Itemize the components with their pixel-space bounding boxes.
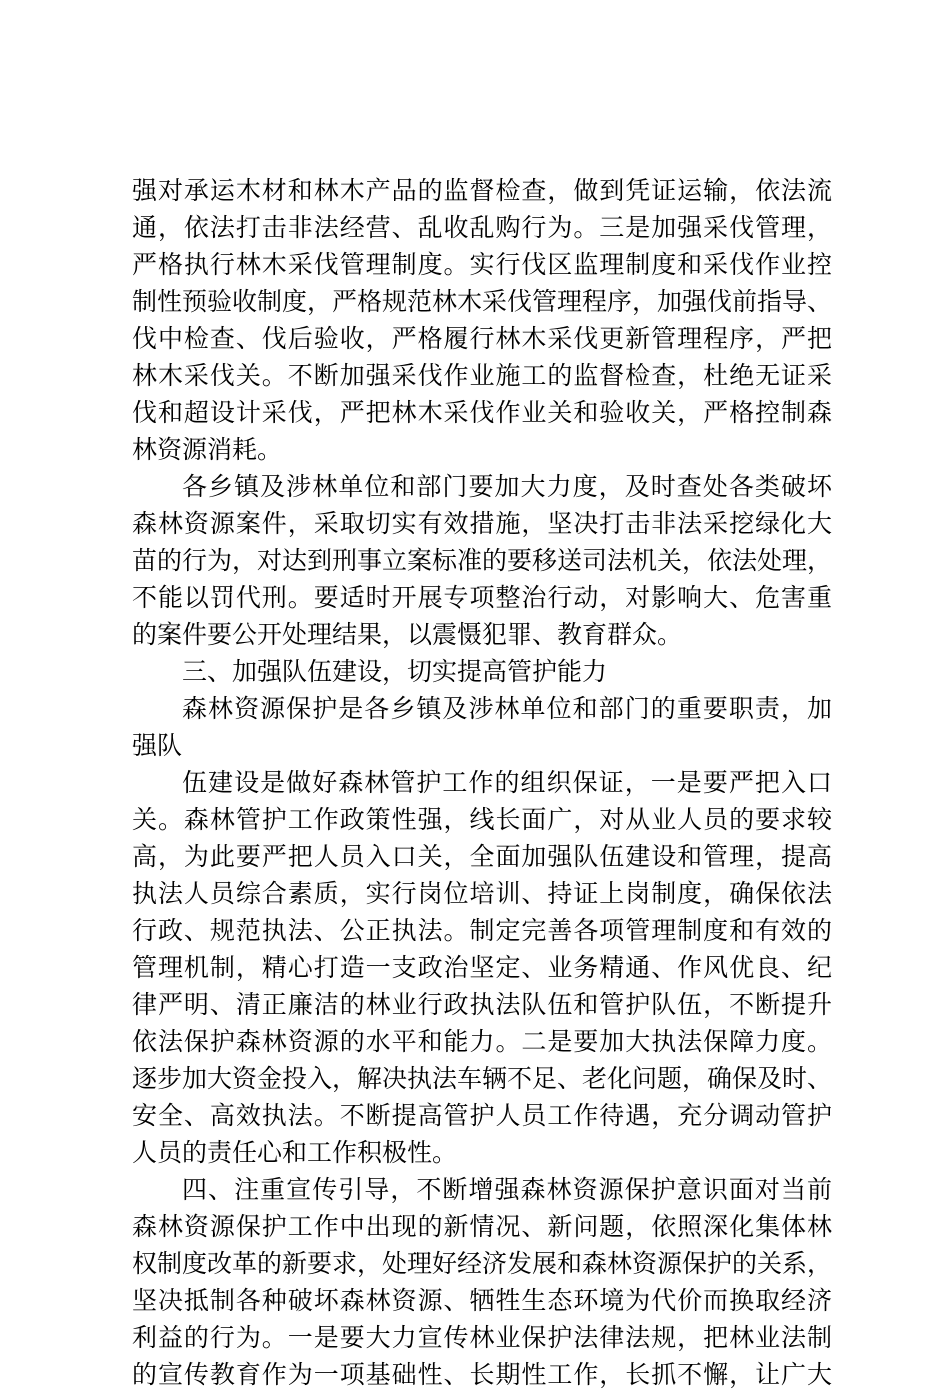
text-line: 人员的责任心和工作积极性。 <box>132 1138 458 1167</box>
text-line: 四、注重宣传引导，不断增强森林资源保护意识面对当前 <box>182 1175 832 1204</box>
text-line: 伍建设是做好森林管护工作的组织保证，一是要严把入口 <box>182 768 832 797</box>
text-line: 伐中检查、伐后验收，严格履行林木采伐更新管理程序，严把 <box>132 324 832 353</box>
text-line: 林木采伐关。不断加强采伐作业施工的监督检查，杜绝无证采 <box>132 361 832 390</box>
text-line: 行政、规范执法、公正执法。制定完善各项管理制度和有效的 <box>132 916 832 945</box>
text-line: 坚决抵制各种破坏森林资源、牺牲生态环境为代价而换取经济 <box>132 1286 832 1315</box>
text-line: 强对承运木材和林木产品的监督检查，做到凭证运输，依法流 <box>132 176 832 205</box>
text-line: 强队 <box>132 731 183 760</box>
text-line: 严格执行林木采伐管理制度。实行伐区监理制度和采伐作业控 <box>132 250 832 279</box>
document-body <box>132 172 832 1393</box>
text-line: 制性预验收制度，严格规范林木采伐管理程序，加强伐前指导、 <box>132 287 833 316</box>
text-line: 律严明、清正廉洁的林业行政执法队伍和管护队伍，不断提升 <box>132 990 832 1019</box>
text-line: 森林资源案件，采取切实有效措施，坚决打击非法采挖绿化大 <box>132 509 832 538</box>
text-line: 的宣传教育作为一项基础性、长期性工作，长抓不懈，让广大 <box>132 1360 832 1389</box>
text-line: 关。森林管护工作政策性强，线长面广，对从业人员的要求较 <box>132 805 832 834</box>
text-line: 执法人员综合素质，实行岗位培训、持证上岗制度，确保依法 <box>132 879 832 908</box>
text-line: 逐步加大资金投入，解决执法车辆不足、老化问题，确保及时、 <box>132 1064 833 1093</box>
text-line: 林资源消耗。 <box>132 435 283 464</box>
text-line: 苗的行为，对达到刑事立案标准的要移送司法机关，依法处理， <box>132 546 833 575</box>
text-line: 森林资源保护是各乡镇及涉林单位和部门的重要职责，加 <box>182 694 832 723</box>
text-line: 通，依法打击非法经营、乱收乱购行为。三是加强采伐管理， <box>132 213 832 242</box>
text-line: 安全、高效执法。不断提高管护人员工作待遇，充分调动管护 <box>132 1101 832 1130</box>
text-line: 森林资源保护工作中出现的新情况、新问题，依照深化集体林 <box>132 1212 832 1241</box>
text-line: 各乡镇及涉林单位和部门要加大力度，及时查处各类破坏 <box>182 472 832 501</box>
text-line: 高，为此要严把人员入口关，全面加强队伍建设和管理，提高 <box>132 842 832 871</box>
text-line: 三、加强队伍建设，切实提高管护能力 <box>182 657 608 686</box>
text-line: 依法保护森林资源的水平和能力。二是要加大执法保障力度。 <box>132 1027 832 1056</box>
text-line: 不能以罚代刑。要适时开展专项整治行动，对影响大、危害重 <box>132 583 832 612</box>
text-line: 伐和超设计采伐，严把林木采伐作业关和验收关，严格控制森 <box>132 398 832 427</box>
text-line: 管理机制，精心打造一支政治坚定、业务精通、作风优良、纪 <box>132 953 832 982</box>
text-line: 利益的行为。一是要大力宣传林业保护法律法规，把林业法制 <box>132 1323 832 1352</box>
text-line: 的案件要公开处理结果，以震慑犯罪、教育群众。 <box>132 620 683 649</box>
text-line: 权制度改革的新要求，处理好经济发展和森林资源保护的关系， <box>132 1249 833 1278</box>
